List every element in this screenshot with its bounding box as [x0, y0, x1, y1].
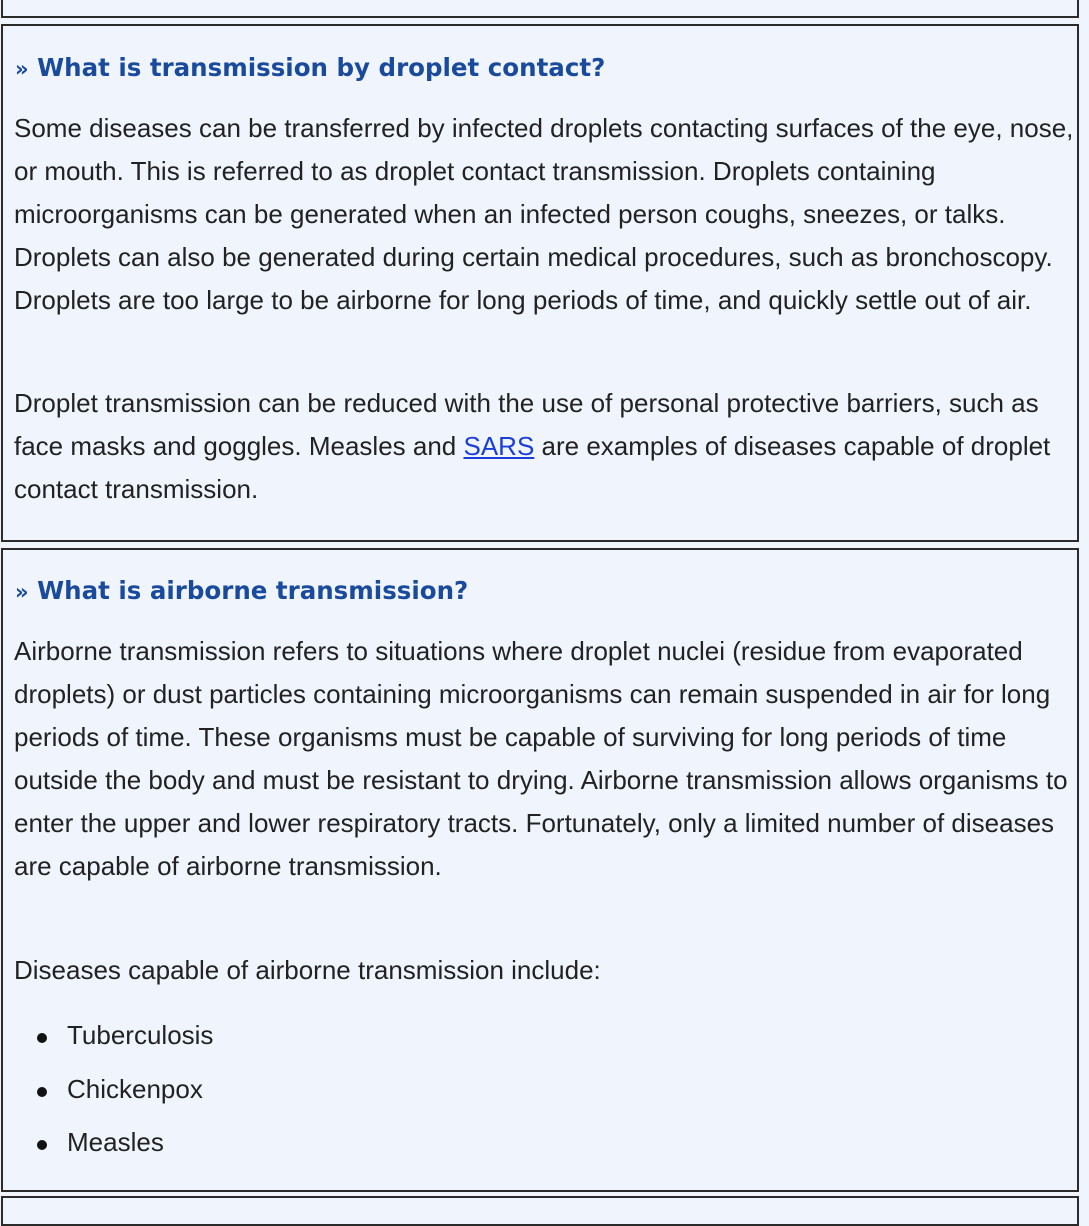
droplet-paragraph-1: Some diseases can be transferred by infected droplets contacting surfaces of the eye, nose, or mouth. This is referred to as droplet contact transmission. Droplets containing microorganisms can be generated when an infected person coughs, sneezes, or talks. Droplets can also be generated during certain medical procedures, such as bronchoscopy. Droplets are too large to be airborne for long periods of time, and quickly settle out of air.	[14, 113, 1074, 315]
sars-link[interactable]: SARS	[463, 431, 535, 461]
next-section-box	[1, 1196, 1079, 1226]
airborne-heading-text: What is airborne transmission?	[37, 576, 469, 605]
airborne-disease-list	[14, 1009, 213, 1170]
airborne-paragraph-2: Diseases capable of airborne transmission include:	[14, 955, 601, 985]
airborne-paragraph-1: Airborne transmission refers to situations where droplet nuclei (residue from evaporated droplets) or dust particles containing microorganisms can remain suspended in air for long periods of time. These organisms must be capable of surviving for long periods of time outside the body and must be resistant to drying. Airborne transmission allows organisms to enter the upper and lower respiratory tracts. Fortunately, only a limited number of diseases are capable of airborne transmission.	[14, 636, 1068, 881]
airborne-transmission-section	[1, 548, 1079, 1192]
previous-section-box	[1, 0, 1079, 18]
chevron-right-icon: »	[15, 57, 29, 81]
airborne-section-heading[interactable]	[15, 576, 468, 605]
droplet-section-heading[interactable]	[15, 53, 605, 82]
droplet-paragraph-2-start: Droplet transmission can be reduced with the use of personal protective barriers, such as face masks and goggles. Measles and	[14, 388, 1039, 461]
list-item: Chickenpox	[14, 1063, 213, 1117]
droplet-heading-text: What is transmission by droplet contact?	[37, 53, 606, 82]
droplet-contact-section	[1, 24, 1079, 542]
list-item: Measles	[14, 1116, 213, 1170]
droplet-paragraph-2-end: are examples of diseases capable of droplet contact transmission.	[14, 431, 1051, 504]
chevron-right-icon: »	[15, 580, 29, 604]
droplet-paragraph-2	[14, 382, 1074, 511]
list-item: Tuberculosis	[14, 1009, 213, 1063]
